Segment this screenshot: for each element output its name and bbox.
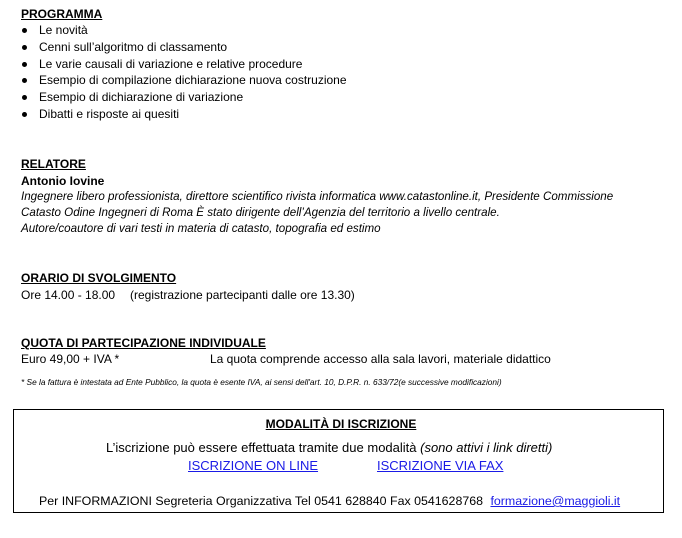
list-item-label: Le varie causali di variazione e relative procedure [39, 56, 303, 71]
bullet-icon [22, 95, 27, 100]
list-item-label: Le novità [39, 23, 88, 37]
list-item [21, 22, 347, 39]
bullet-icon [22, 112, 27, 117]
list-item-label: Cenni sull’algoritmo di classamento [39, 39, 228, 54]
email-link[interactable]: formazione@maggioli.it [490, 494, 621, 508]
list-item-label: Dibatti e risposte ai quesiti [39, 106, 180, 121]
relatore-bio-line2: Catasto Odine Ingegneri di Roma È stato dirigente dell’Agenzia del territorio a livello centrale. [21, 206, 500, 219]
orario-time: Ore 14.00 - 18.00 [21, 288, 116, 302]
info-line [39, 494, 620, 508]
list-item [21, 39, 347, 56]
bullet-icon [22, 28, 27, 33]
quota-includes: La quota comprende accesso alla sala lavori, materiale didattico [210, 352, 551, 366]
programma-heading: PROGRAMMA [21, 7, 103, 21]
iscrizione-intro: L’iscrizione può essere effettuata tramite due modalità [106, 440, 417, 455]
bullet-icon [22, 62, 27, 67]
relatore-name: Antonio Iovine [21, 174, 105, 188]
list-item [21, 89, 347, 106]
programma-list [21, 22, 347, 123]
iscrizione-intro-line [106, 440, 552, 455]
quota-footnote: * Se la fattura è intestata ad Ente Pubblico, la quota è esente IVA, ai sensi dell'art. 10, D.P.R. n. 633/72(e successive modificazioni) [21, 377, 502, 387]
bullet-icon [22, 78, 27, 83]
orario-heading: ORARIO DI SVOLGIMENTO [21, 271, 177, 285]
iscrizione-online-link[interactable]: ISCRIZIONE ON LINE [188, 458, 319, 473]
iscrizione-heading: MODALITÀ DI ISCRIZIONE [265, 417, 417, 431]
list-item-label: Esempio di compilazione dichiarazione nuova costruzione [39, 73, 347, 88]
quota-price: Euro 49,00 + IVA * [21, 352, 120, 366]
relatore-heading: RELATORE [21, 157, 86, 171]
orario-note: (registrazione partecipanti dalle ore 13.30) [130, 288, 355, 302]
iscrizione-intro-italic: (sono attivi i link diretti) [420, 440, 553, 455]
list-item [21, 56, 347, 73]
list-item [21, 72, 347, 89]
relatore-bio-line3: Autore/coautore di vari testi in materia di catasto, topografia ed estimo [21, 222, 381, 235]
iscrizione-fax-link[interactable]: ISCRIZIONE VIA FAX [377, 458, 504, 473]
list-item [21, 106, 347, 123]
relatore-bio-line1: Ingegnere libero professionista, direttore scientifico rivista informatica www.catastonline.it, Presidente Commissione [21, 190, 614, 203]
list-item-label: Esempio di dichiarazione di variazione [39, 90, 244, 105]
bullet-icon [22, 45, 27, 50]
quota-heading: QUOTA DI PARTECIPAZIONE INDIVIDUALE [21, 336, 266, 350]
info-text: Per INFORMAZIONI Segreteria Organizzativa Tel 0541 628840 Fax 0541628768 [39, 494, 484, 508]
